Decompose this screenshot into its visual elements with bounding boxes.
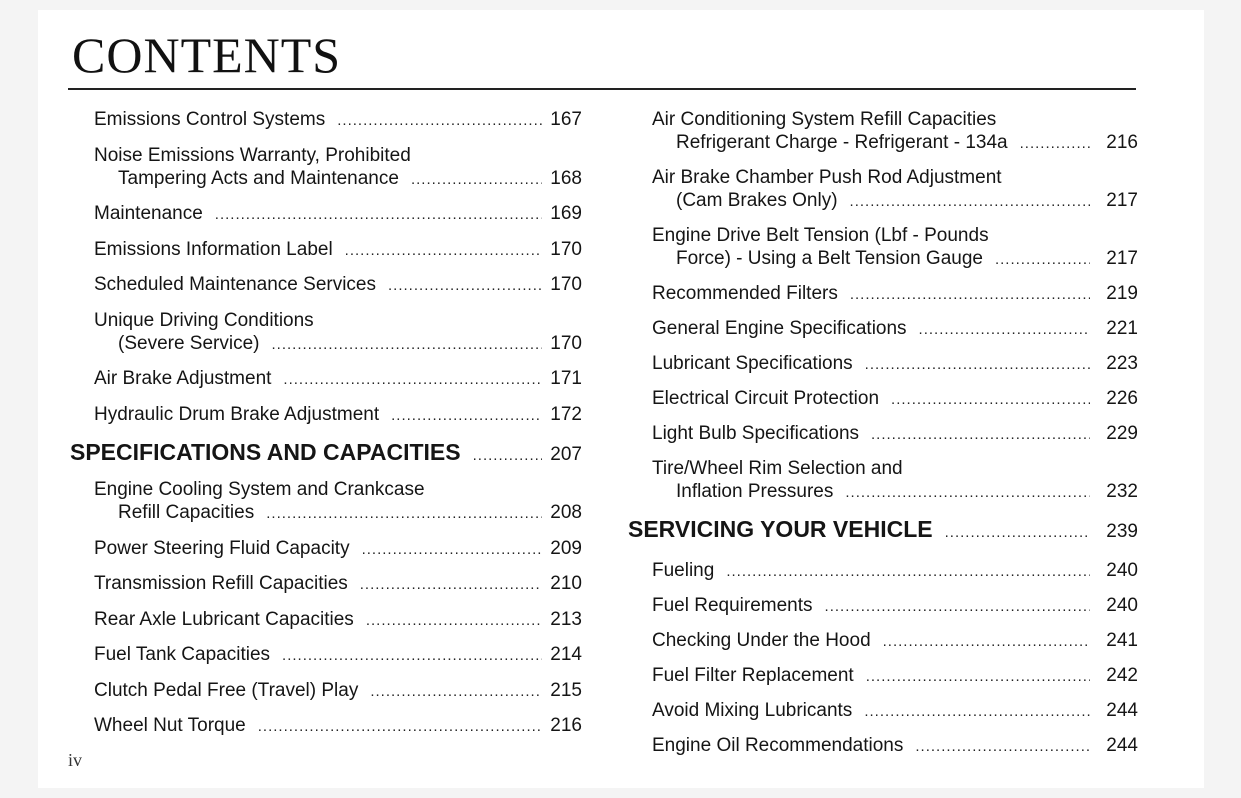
toc-entry-leader-row [70,438,582,470]
toc-entry-text: (Severe Service) [118,332,260,354]
toc-entry[interactable] [70,273,582,297]
toc-entry-leader-row [70,108,582,132]
toc-entry[interactable] [70,608,582,632]
toc-entry-text-line: Noise Emissions Warranty, Prohibited [94,144,411,166]
toc-entry[interactable] [70,714,582,738]
dot-leader [388,274,542,297]
toc-entry[interactable] [628,629,1138,653]
dot-leader [871,423,1090,446]
toc-page-number: 226 [1106,388,1138,409]
toc-entry-leader-row [70,643,582,667]
toc-entry-text: Inflation Pressures [676,481,834,502]
toc-entry-text: Rear Axle Lubricant Capacities [94,608,354,630]
toc-entry-text: Recommended Filters [652,283,838,304]
toc-entry-leader-row [628,559,1138,583]
toc-entry-text: Transmission Refill Capacities [94,573,348,594]
toc-entry[interactable] [70,537,582,561]
toc-page-number: 244 [1106,700,1138,721]
toc-section-heading[interactable] [70,438,582,470]
dot-leader [345,239,542,262]
dot-leader [411,168,542,191]
dot-leader [865,353,1090,376]
toc-entry-leader-row [628,189,1138,213]
toc-entry-text: Hydraulic Drum Brake Adjustment [94,403,380,425]
toc-entry-text: Tampering Acts and Maintenance [118,167,399,189]
toc-entry-leader-row [70,273,582,297]
toc-page-number: 216 [550,715,582,736]
toc-page-number: 240 [1106,595,1138,616]
toc-page-number: 242 [1106,665,1138,686]
toc-entry[interactable] [70,679,582,703]
toc-entry-text: Scheduled Maintenance Services [94,274,377,295]
toc-entry[interactable] [628,559,1138,583]
toc-entry-text: Checking Under the Hood [652,630,871,651]
toc-entry-leader-row [70,679,582,703]
dot-leader [473,442,542,470]
toc-page-number: 229 [1106,423,1138,444]
toc-entry-text: Maintenance [94,203,203,224]
toc-entry-leader-row [70,572,582,596]
toc-entry[interactable] [628,224,1138,271]
dot-leader [258,715,542,738]
dot-leader [995,248,1090,271]
toc-entry[interactable] [70,572,582,596]
dot-leader [337,109,542,132]
dot-leader [726,560,1090,583]
toc-section-heading[interactable] [628,515,1138,547]
toc-entry-text: SPECIFICATIONS AND CAPACITIES [70,439,461,465]
toc-entry-leader-row [70,608,582,632]
title-rule [68,88,1136,90]
toc-entry-text: Force) - Using a Belt Tension Gauge [676,248,983,269]
toc-entry-text: Wheel Nut Torque [94,715,246,736]
toc-page-number: 207 [550,444,582,465]
toc-entry-leader-row [70,202,582,226]
toc-entry-leader-row [70,167,582,191]
dot-leader [945,519,1090,547]
toc-entry[interactable] [628,317,1138,341]
page-number: iv [68,750,83,770]
toc-page-number: 213 [550,608,582,630]
toc-entry-leader-row [628,734,1138,758]
toc-entry-text: Power Steering Fluid Capacity [94,537,350,559]
toc-entry-leader-row [628,387,1138,411]
toc-entry[interactable] [628,422,1138,446]
dot-leader [360,573,542,596]
toc-entry-text-line: Engine Drive Belt Tension (Lbf - Pounds [652,225,989,246]
toc-entry-leader-row [70,332,582,356]
toc-entry-leader-row [628,664,1138,688]
dot-leader [1020,132,1090,155]
toc-entry[interactable] [628,108,1138,155]
toc-entry-leader-row [628,352,1138,376]
toc-entry-leader-row [70,714,582,738]
toc-page-number: 167 [550,109,582,130]
toc-entry-text: Refrigerant Charge - Refrigerant - 134a [676,132,1008,153]
toc-page-number: 244 [1106,735,1138,756]
dot-leader [266,502,542,525]
toc-entry-text: Clutch Pedal Free (Travel) Play [94,679,359,701]
toc-page-number: 217 [1106,248,1138,269]
toc-entry-text-line: Air Conditioning System Refill Capacities [652,109,997,130]
toc-entry-text: Fuel Requirements [652,595,813,616]
toc-entry[interactable] [628,734,1138,758]
dot-leader [864,700,1090,723]
toc-page-number: 210 [550,573,582,594]
toc-entry-text: Lubricant Specifications [652,353,853,374]
toc-entry-leader-row [70,537,582,561]
toc-entry[interactable] [628,457,1138,504]
toc-entry-leader-row [70,501,582,525]
toc-page-number: 172 [550,403,582,425]
toc-entry[interactable] [70,403,582,427]
toc-page-number: 240 [1106,560,1138,581]
toc-entry[interactable] [70,238,582,262]
dot-leader [850,190,1090,213]
toc-entry-text-line: Engine Cooling System and Crankcase [94,479,425,500]
toc-entry-leader-row [628,594,1138,618]
toc-entry-leader-row [628,422,1138,446]
toc-entry[interactable] [628,352,1138,376]
toc-entry-text-line: Unique Driving Conditions [94,309,314,331]
toc-entry[interactable] [70,108,582,132]
dot-leader [883,630,1090,653]
toc-entry[interactable] [628,387,1138,411]
dot-leader [850,283,1090,306]
toc-page-number: 208 [550,502,582,523]
toc-entry-text: Fueling [652,560,715,581]
toc-entry-text: Emissions Information Label [94,238,333,260]
dot-leader [391,404,542,427]
toc-entry-text: Engine Oil Recommendations [652,735,904,756]
toc-entry[interactable] [70,643,582,667]
toc-page-number: 217 [1106,190,1138,211]
toc-left-column [70,108,582,750]
toc-entry-text: General Engine Specifications [652,318,907,339]
toc-entry-leader-row [628,699,1138,723]
dot-leader [891,388,1090,411]
toc-entry-text: Light Bulb Specifications [652,423,860,444]
toc-entry-text: Refill Capacities [118,502,255,523]
toc-entry[interactable] [70,367,582,391]
dot-leader [362,538,542,561]
toc-right-column [628,108,1138,769]
toc-entry-leader-row [70,367,582,391]
dot-leader [366,609,542,632]
toc-entry[interactable] [628,594,1138,618]
toc-entry[interactable] [70,144,582,191]
toc-entry[interactable] [70,478,582,525]
toc-entry-text: Electrical Circuit Protection [652,388,880,409]
toc-entry[interactable] [70,309,582,356]
page-title: CONTENTS [72,27,342,83]
toc-entry-text: Avoid Mixing Lubricants [652,700,853,721]
toc-entry[interactable] [70,202,582,226]
toc-page-number: 241 [1106,630,1138,651]
toc-page-number: 170 [550,238,582,260]
toc-page-number: 221 [1106,318,1138,339]
dot-leader [370,680,542,703]
toc-page-number: 216 [1106,132,1138,153]
toc-entry-leader-row [70,238,582,262]
toc-entry-leader-row [628,480,1138,504]
toc-entry[interactable] [628,166,1138,213]
dot-leader [215,203,542,226]
toc-entry-leader-row [628,282,1138,306]
toc-page-number: 214 [550,644,582,665]
toc-entry-text: Fuel Filter Replacement [652,665,854,686]
dot-leader [283,368,542,391]
toc-page-number: 168 [550,167,582,189]
toc-entry-leader-row [628,515,1138,547]
dot-leader [919,318,1090,341]
toc-entry-text: (Cam Brakes Only) [676,190,838,211]
dot-leader [866,665,1090,688]
toc-page-number: 223 [1106,353,1138,374]
toc-page-number: 170 [550,274,582,295]
dot-leader [845,481,1090,504]
toc-entry-text: Emissions Control Systems [94,109,326,130]
toc-entry-leader-row [70,403,582,427]
toc-entry-text-line: Tire/Wheel Rim Selection and [652,458,903,479]
toc-entry-leader-row [628,131,1138,155]
toc-entry[interactable] [628,664,1138,688]
toc-entry[interactable] [628,282,1138,306]
toc-page-number: 209 [550,537,582,559]
toc-page-number: 239 [1106,521,1138,542]
dot-leader [825,595,1090,618]
dot-leader [915,735,1090,758]
toc-entry-leader-row [628,247,1138,271]
toc-page-number: 232 [1106,481,1138,502]
toc-entry-text: SERVICING YOUR VEHICLE [628,516,933,542]
toc-entry-leader-row [628,317,1138,341]
dot-leader [282,644,542,667]
dot-leader [272,333,543,356]
toc-page-number: 215 [550,679,582,701]
toc-page-number: 170 [550,332,582,354]
toc-entry-leader-row [628,629,1138,653]
toc-page-number: 169 [550,203,582,224]
toc-entry-text: Fuel Tank Capacities [94,644,271,665]
toc-page-number: 171 [550,368,582,389]
toc-entry-text-line: Air Brake Chamber Push Rod Adjustment [652,167,1002,188]
toc-page-number: 219 [1106,283,1138,304]
toc-entry-text: Air Brake Adjustment [94,368,272,389]
toc-entry[interactable] [628,699,1138,723]
